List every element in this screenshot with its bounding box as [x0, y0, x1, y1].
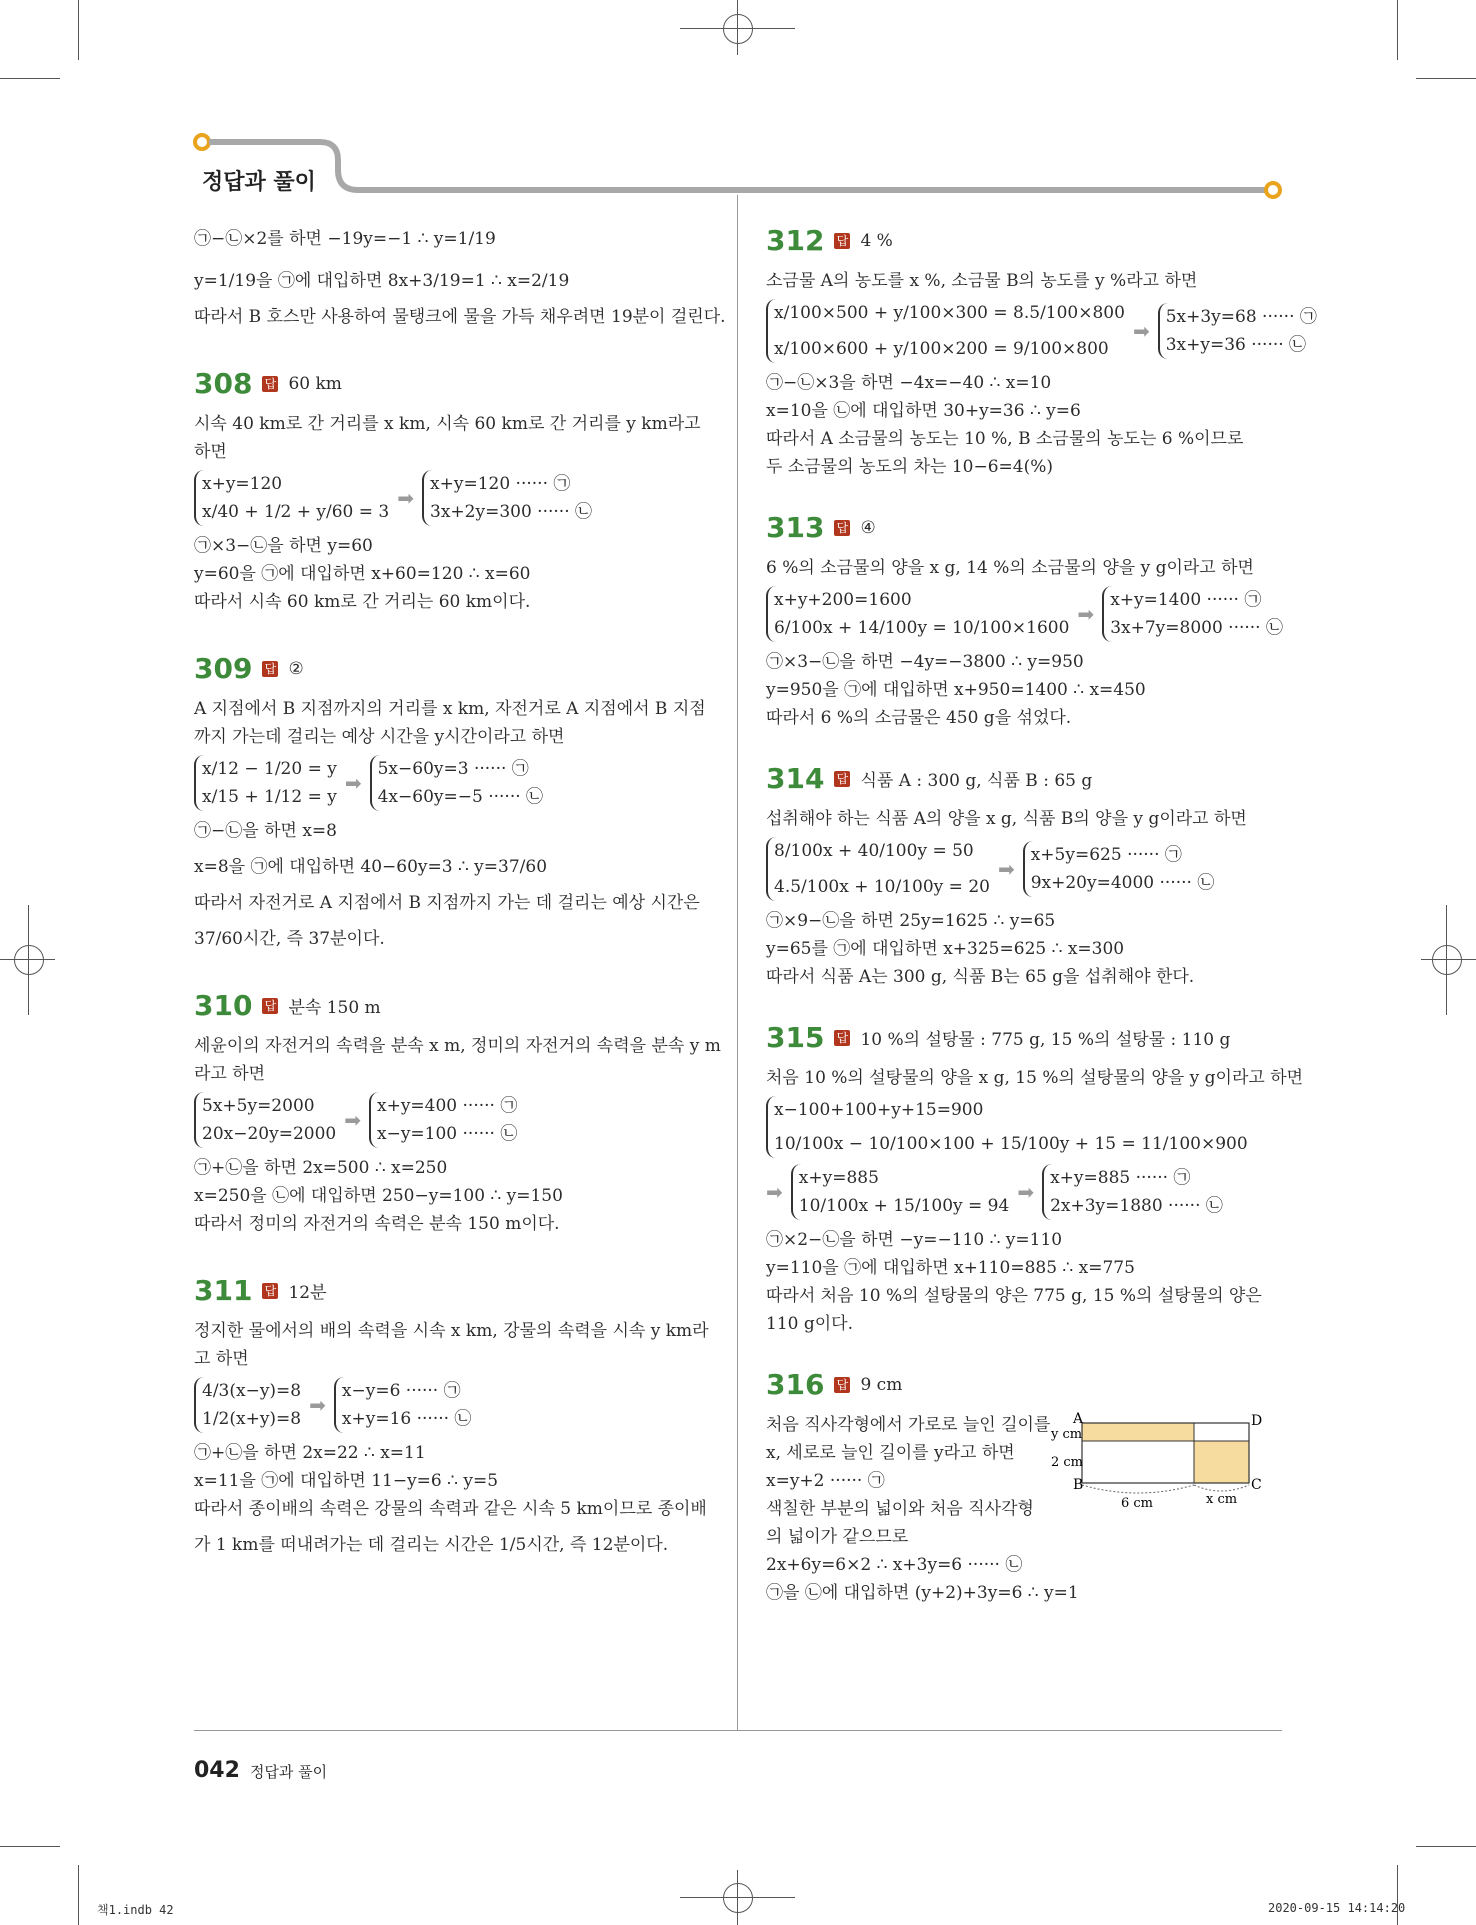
- solution-line: 따라서 A 소금물의 농도는 10 %, B 소금물의 농도는 6 %이므로: [766, 429, 1244, 449]
- text-line: 6 %의 소금물의 양을 x g, 14 %의 소금물의 양을 y g이라고 하면: [766, 558, 1254, 578]
- solution-line: x=10을 ㉡에 대입하면 30+y=36 ∴ y=6: [766, 401, 1081, 421]
- solution-line: ㉠×9−㉡을 하면 25y=1625 ∴ y=65: [766, 911, 1056, 931]
- equation-system: [766, 1164, 1286, 1220]
- solution-line: y=950을 ㉠에 대입하면 x+950=1400 ∴ x=450: [766, 680, 1146, 700]
- label-6-cm: 6 cm: [1121, 1496, 1154, 1511]
- answer: 9 cm: [860, 1374, 903, 1395]
- answer-badge-icon: 답: [834, 771, 850, 787]
- footer-rule: [194, 1730, 1282, 1731]
- arrow-right-icon: ➡: [309, 1393, 326, 1417]
- registration-mark-top: [723, 14, 753, 44]
- solution-line: x=8을 ㉠에 대입하면 40−60y=3 ∴ y=37/60: [194, 857, 548, 877]
- text-line: x=y+2 ······ ㉠: [766, 1471, 885, 1491]
- equation: 20x−20y=2000: [202, 1124, 337, 1144]
- equation: 1/2(x+y)=8: [202, 1409, 302, 1429]
- solution-line: 따라서 6 %의 소금물은 450 g을 섞었다.: [766, 708, 1072, 728]
- answer: 12분: [288, 1283, 327, 1303]
- equation: x/100×600 + y/100×200 = 9/100×800: [774, 339, 1109, 359]
- arrow-right-icon: ➡: [997, 857, 1015, 881]
- text-line: 하면: [194, 442, 227, 462]
- equation: 4/3(x−y)=8: [202, 1381, 302, 1401]
- solution-line: 따라서 처음 10 %의 설탕물의 양은 775 g, 15 %의 설탕물의 양은: [766, 1286, 1262, 1306]
- equation: 4.5/100x + 10/100y = 20: [774, 877, 990, 897]
- answer-badge-icon: 답: [262, 998, 278, 1014]
- intro-line: 따라서 B 호스만 사용하여 물탱크에 물을 가득 채우려면 19분이 걸린다.: [194, 307, 726, 327]
- text-line: 라고 하면: [194, 1064, 266, 1084]
- equation: x+y=400 ······ ㉠: [376, 1096, 518, 1116]
- footer-label: 정답과 풀이: [249, 1763, 328, 1781]
- solution-line: y=65를 ㉠에 대입하면 x+325=625 ∴ x=300: [766, 939, 1125, 959]
- equation-system: [766, 1096, 1286, 1158]
- answer-badge-icon: 답: [262, 1283, 278, 1299]
- text-line: 소금물 A의 농도를 x %, 소금물 B의 농도를 y %라고 하면: [766, 271, 1198, 291]
- slug-file: 책1.indb 42: [97, 1903, 174, 1917]
- text-line: x, 세로로 늘인 길이를 y라고 하면: [766, 1443, 1015, 1463]
- answer-badge-icon: 답: [834, 1030, 850, 1046]
- registration-mark-right: [1432, 945, 1462, 975]
- equation: 5x−60y=3 ······ ㉠: [377, 759, 529, 779]
- answer: 10 %의 설탕물 : 775 g, 15 %의 설탕물 : 110 g: [860, 1030, 1231, 1050]
- equation: 3x+7y=8000 ······ ㉡: [1110, 618, 1283, 638]
- equation: x/15 + 1/12 = y: [202, 787, 337, 807]
- solution-line: 따라서 식품 A는 300 g, 식품 B는 65 g을 섭취해야 한다.: [766, 967, 1195, 987]
- arrow-right-icon: ➡: [766, 1180, 783, 1204]
- text-line: 2x+6y=6×2 ∴ x+3y=6 ······ ㉡: [766, 1555, 1023, 1575]
- equation: x+y=1400 ······ ㉠: [1110, 590, 1262, 610]
- answer-badge-icon: 답: [262, 376, 278, 392]
- equation: x−y=6 ······ ㉠: [341, 1381, 461, 1401]
- answer: 4 %: [860, 230, 893, 251]
- equation: x−100+100+y+15=900: [774, 1100, 984, 1120]
- label-x-cm: x cm: [1206, 1492, 1238, 1507]
- solution-line: ㉠+㉡을 하면 2x=22 ∴ x=11: [194, 1443, 426, 1463]
- problem-number: 314: [766, 762, 825, 795]
- answer-badge-icon: 답: [262, 661, 278, 677]
- equation: x+y=120 ······ ㉠: [430, 474, 571, 494]
- text-line: A 지점에서 B 지점까지의 거리를 x km, 자전거로 A 지점에서 B 지점: [194, 699, 706, 719]
- equation-system: [194, 755, 724, 811]
- solution-line: 가 1 km를 떠내려가는 데 걸리는 시간은 1/5시간, 즉 12분이다.: [194, 1535, 669, 1555]
- arrow-right-icon: ➡: [1077, 602, 1095, 626]
- equation: 6/100x + 14/100y = 10/100×1600: [774, 618, 1070, 638]
- solution-line: ㉠×2−㉡을 하면 −y=−110 ∴ y=110: [766, 1230, 1063, 1250]
- equation: x−y=100 ······ ㉡: [376, 1124, 518, 1144]
- answer-badge-icon: 답: [834, 1377, 850, 1393]
- text-line: 까지 가는데 걸리는 예상 시간을 y시간이라고 하면: [194, 727, 565, 747]
- right-column: [766, 200, 1317, 1607]
- equation: 3x+y=36 ······ ㉡: [1165, 335, 1307, 355]
- answer: 식품 A : 300 g, 식품 B : 65 g: [860, 771, 1093, 791]
- equation: x/100×500 + y/100×300 = 8.5/100×800: [774, 303, 1125, 323]
- left-column: [194, 225, 724, 1559]
- solution-line: ㉠−㉡×3을 하면 −4x=−40 ∴ x=10: [766, 373, 1052, 393]
- label-a: A: [1073, 1411, 1084, 1427]
- page-number: 042: [194, 1758, 240, 1783]
- problem-314-header: [766, 762, 1286, 795]
- equation-system: [194, 470, 724, 526]
- problem-number: 310: [194, 989, 253, 1022]
- label-2-cm: 2 cm: [1051, 1455, 1084, 1470]
- solution-line: 따라서 자전거로 A 지점에서 B 지점까지 가는 데 걸리는 예상 시간은: [194, 893, 700, 913]
- footer: [194, 1758, 327, 1783]
- solution-line: y=110을 ㉠에 대입하면 x+110=885 ∴ x=775: [766, 1258, 1135, 1278]
- problem-number: 315: [766, 1021, 825, 1054]
- equation-system: [766, 299, 1317, 363]
- equation: x/12 − 1/20 = y: [202, 759, 337, 779]
- problem-number: 316: [766, 1368, 825, 1401]
- rectangle-figure: [1051, 1411, 1261, 1521]
- problem-313-header: [766, 511, 1286, 544]
- solution-line: x=11을 ㉠에 대입하면 11−y=6 ∴ y=5: [194, 1471, 499, 1491]
- arrow-right-icon: ➡: [344, 1108, 361, 1132]
- solution-line: ㉠×3−㉡을 하면 −4y=−3800 ∴ y=950: [766, 652, 1084, 672]
- text-line: 처음 10 %의 설탕물의 양을 x g, 15 %의 설탕물의 양을 y g이라고 하면: [766, 1068, 1304, 1088]
- text-line: 섭취해야 하는 식품 A의 양을 x g, 식품 B의 양을 y g이라고 하면: [766, 809, 1247, 829]
- equation: 8/100x + 40/100y = 50: [774, 841, 974, 861]
- solution-line: ㉠−㉡을 하면 x=8: [194, 821, 337, 841]
- solution-line: 따라서 종이배의 속력은 강물의 속력과 같은 시속 5 km이므로 종이배: [194, 1499, 707, 1519]
- equation: x+y=885: [798, 1168, 879, 1188]
- text-line: 세윤이의 자전거의 속력을 분속 x m, 정미의 자전거의 속력을 분속 y m: [194, 1036, 721, 1056]
- arrow-right-icon: ➡: [397, 486, 415, 510]
- solution-line: 두 소금물의 농도의 차는 10−6=4(%): [766, 457, 1054, 477]
- problem-number: 312: [766, 224, 825, 257]
- problem-315-header: [766, 1021, 1286, 1054]
- answer: ④: [860, 517, 876, 538]
- intro-line: ㉠−㉡×2를 하면 −19y=−1 ∴ y=1/19: [194, 229, 496, 249]
- problem-number: 308: [194, 367, 253, 400]
- arrow-right-icon: ➡: [1017, 1180, 1035, 1204]
- registration-mark-bottom: [723, 1883, 753, 1913]
- solution-line: ㉠×3−㉡을 하면 y=60: [194, 536, 373, 556]
- header-rule: [190, 130, 1290, 200]
- equation-system: [766, 837, 1286, 901]
- page-title: 정답과 풀이: [202, 170, 316, 195]
- problem-number: 311: [194, 1274, 253, 1307]
- equation-system: [194, 1092, 724, 1148]
- label-c: C: [1251, 1477, 1262, 1493]
- equation: 5x+3y=68 ······ ㉠: [1165, 307, 1317, 327]
- problem-311-header: [194, 1274, 724, 1307]
- equation: 10/100x − 10/100×100 + 15/100y + 15 = 11/100×900: [774, 1134, 1248, 1154]
- text-line: 처음 직사각형에서 가로로 늘인 길이를: [766, 1415, 1051, 1435]
- problem-316-header: [766, 1368, 1286, 1401]
- label-b: B: [1073, 1477, 1084, 1493]
- text-line: ㉠을 ㉡에 대입하면 (y+2)+3y=6 ∴ y=1: [766, 1583, 1079, 1603]
- equation: 10/100x + 15/100y = 94: [798, 1196, 1010, 1216]
- problem-308-header: [194, 367, 724, 400]
- solution-line: ㉠+㉡을 하면 2x=500 ∴ x=250: [194, 1158, 448, 1178]
- equation: x+y+200=1600: [774, 590, 912, 610]
- equation: x+5y=625 ······ ㉠: [1030, 845, 1182, 865]
- equation: x/40 + 1/2 + y/60 = 3: [202, 502, 390, 522]
- equation: 4x−60y=−5 ······ ㉡: [377, 787, 544, 807]
- problem-309-header: [194, 652, 724, 685]
- arrow-right-icon: ➡: [344, 771, 362, 795]
- solution-line: 110 g이다.: [766, 1314, 853, 1334]
- answer-badge-icon: 답: [834, 233, 850, 249]
- solution-line: 따라서 시속 60 km로 간 거리는 60 km이다.: [194, 592, 531, 612]
- answer-badge-icon: 답: [834, 520, 850, 536]
- equation: 3x+2y=300 ······ ㉡: [430, 502, 593, 522]
- column-divider: [737, 195, 738, 1730]
- equation: 9x+20y=4000 ······ ㉡: [1030, 873, 1215, 893]
- arrow-right-icon: ➡: [1132, 319, 1150, 343]
- registration-mark-left: [14, 945, 44, 975]
- solution-line: x=250을 ㉡에 대입하면 250−y=100 ∴ y=150: [194, 1186, 563, 1206]
- solution-line: y=60을 ㉠에 대입하면 x+60=120 ∴ x=60: [194, 564, 531, 584]
- slug-date: 2020-09-15 14:14:20: [1268, 1901, 1406, 1915]
- text-line: 고 하면: [194, 1349, 249, 1369]
- answer: 분속 150 m: [288, 998, 381, 1018]
- problem-312-header: [766, 224, 1286, 257]
- text-line: 정지한 물에서의 배의 속력을 시속 x km, 강물의 속력을 시속 y km라: [194, 1321, 709, 1341]
- equation: x+y=885 ······ ㉠: [1050, 1168, 1191, 1188]
- equation: x+y=120: [202, 474, 283, 494]
- equation: x+y=16 ······ ㉡: [341, 1409, 472, 1429]
- problem-310-header: [194, 989, 724, 1022]
- equation-system: [766, 586, 1286, 642]
- problem-number: 313: [766, 511, 825, 544]
- text-line: 의 넓이가 같으므로: [766, 1527, 909, 1547]
- label-y-cm: y cm: [1051, 1427, 1083, 1442]
- equation: 2x+3y=1880 ······ ㉡: [1050, 1196, 1223, 1216]
- intro-line: y=1/19을 ㉠에 대입하면 8x+3/19=1 ∴ x=2/19: [194, 271, 570, 291]
- equation-system: [194, 1377, 724, 1433]
- answer: ②: [288, 658, 304, 679]
- solution-line: 따라서 정미의 자전거의 속력은 분속 150 m이다.: [194, 1214, 560, 1234]
- text-line: 시속 40 km로 간 거리를 x km, 시속 60 km로 간 거리를 y km라고: [194, 414, 701, 434]
- label-d: D: [1251, 1413, 1263, 1429]
- text-line: 색칠한 부분의 넓이와 처음 직사각형: [766, 1499, 1034, 1519]
- equation: 5x+5y=2000: [202, 1096, 315, 1116]
- solution-line: 37/60시간, 즉 37분이다.: [194, 929, 385, 949]
- problem-number: 309: [194, 652, 253, 685]
- answer: 60 km: [288, 373, 342, 394]
